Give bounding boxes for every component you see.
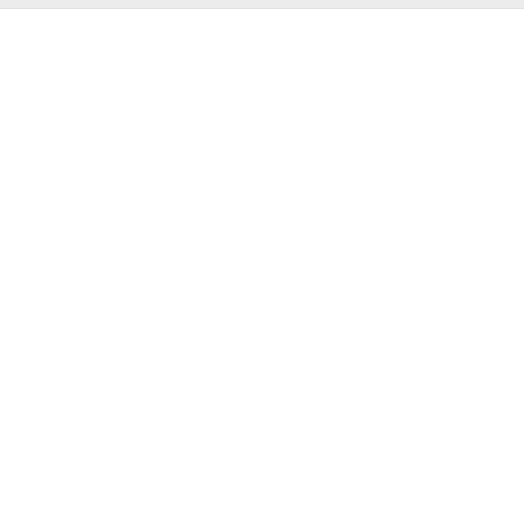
top-bar <box>0 0 524 9</box>
